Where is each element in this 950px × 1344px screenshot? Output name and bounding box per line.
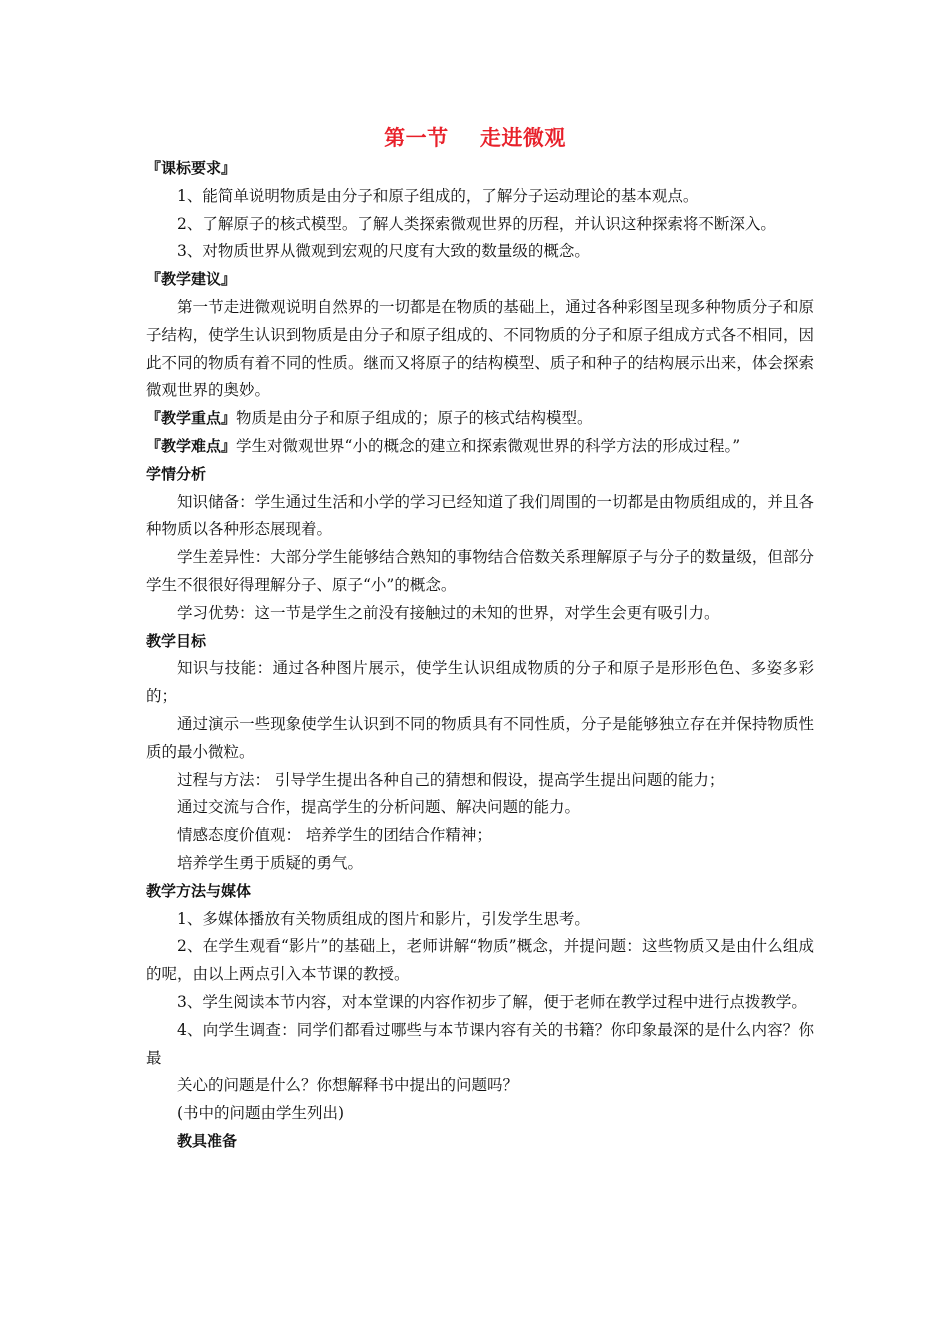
page-title: 第一节 走进微观	[384, 126, 566, 150]
section-heading-tools: 教具准备	[177, 1131, 238, 1150]
method-item: 3、学生阅读本节内容，对本堂课的内容作初步了解，便于老师在教学过程中进行点拨教学。	[177, 992, 807, 1011]
section-heading-goals: 教学目标	[146, 631, 207, 650]
section-heading-methods: 教学方法与媒体	[146, 881, 252, 900]
key-point-label: 『教学重点』	[146, 409, 237, 428]
method-item: 4、向学生调查：同学们都看过哪些与本节课内容有关的书籍？你印象最深的是什么内容？你最	[146, 1020, 814, 1067]
document-body	[146, 155, 814, 1156]
section-heading-curriculum: 『课标要求』	[146, 159, 237, 177]
method-note: (书中的问题由学生列出)	[177, 1104, 345, 1123]
difficulty-line	[146, 433, 814, 461]
goal-item: 通过交流与合作，提高学生的分析问题、解决问题的能力。	[177, 798, 581, 817]
key-point-line	[146, 405, 814, 433]
key-point-text: 物质是由分子和原子组成的；原子的核式结构模型。	[236, 409, 593, 428]
method-item: 2、在学生观看“影片”的基础上，老师讲解“物质”概念，并提问题：这些物质又是由什么组成的呢，由以上两点引入本节课的教授。	[146, 937, 814, 984]
curriculum-item: 3、对物质世界从微观到宏观的尺度有大致的数量级的概念。	[177, 242, 590, 261]
difficulty-label: 『教学难点』	[146, 436, 237, 455]
analysis-item: 学生差异性：大部分学生能够结合熟知的事物结合倍数关系理解原子与分子的数量级，但部分学生不很很好得理解分子、原子“小”的概念。	[146, 548, 814, 594]
method-item: 1、多媒体播放有关物质组成的图片和影片，引发学生思考。	[177, 909, 590, 928]
analysis-item: 知识储备：学生通过生活和小学的学习已经知道了我们周围的一切都是由物质组成的，并且各种物质以各种形态展现着。	[146, 492, 814, 539]
goal-item: 知识与技能：通过各种图片展示，使学生认识组成物质的分子和原子是形形色色、多姿多彩的；	[146, 659, 814, 706]
section-heading-suggestion: 『教学建议』	[146, 270, 237, 289]
difficulty-text: 学生对微观世界“小的概念的建立和探索微观世界的科学方法的形成过程。”	[236, 436, 741, 455]
curriculum-item: 1、能简单说明物质是由分子和原子组成的，了解分子运动理论的基本观点。	[177, 186, 699, 205]
section-heading-analysis: 学情分析	[146, 464, 207, 483]
goal-item: 培养学生勇于质疑的勇气。	[177, 853, 364, 872]
analysis-item: 学习优势：这一节是学生之前没有接触过的未知的世界，对学生会更有吸引力。	[177, 603, 720, 622]
curriculum-item: 2、了解原子的核式模型。了解人类探索微观世界的历程，并认识这种探索将不断深入。	[177, 214, 776, 233]
goal-item: 过程与方法： 引导学生提出各种自己的猜想和假设，提高学生提出问题的能力；	[177, 770, 725, 789]
suggestion-paragraph: 第一节走进微观说明自然界的一切都是在物质的基础上，通过各种彩图呈现多种物质分子和原子结构，使学生认识到物质是由分子和原子组成的、不同物质的分子和原子组成方式各不相同，因此不同的物质有着不同的性质。继而又将原子的结构模型、质子和种子的结构展示出来，体会探索微观世界的奥妙。	[146, 297, 814, 400]
method-continuation: 关心的问题是什么？你想解释书中提出的问题吗？	[177, 1076, 519, 1095]
goal-item: 通过演示一些现象使学生认识到不同的物质具有不同性质，分子是能够独立存在并保持物质性质的最小微粒。	[146, 714, 814, 761]
goal-item: 情感态度价值观： 培养学生的团结合作精神；	[177, 826, 492, 845]
